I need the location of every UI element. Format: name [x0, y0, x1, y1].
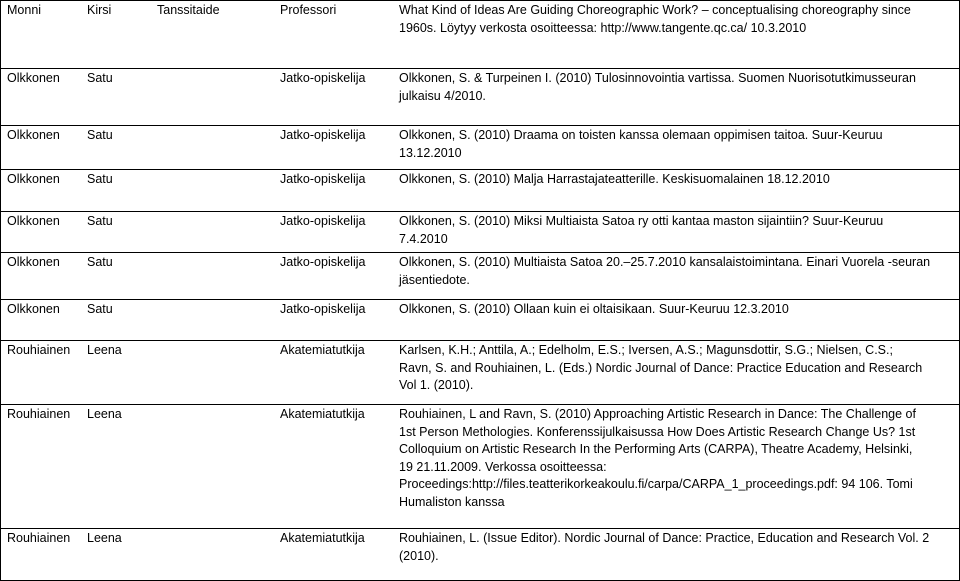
position-cell: Jatko-opiskelija — [280, 128, 366, 142]
firstname-cell: Satu — [87, 255, 113, 269]
publication-reference — [399, 301, 789, 319]
publication-reference — [399, 171, 830, 189]
reference-line: jäsentiedote. — [399, 272, 470, 287]
reference-line: 19 21.11.2009. Verkossa osoitteessa: — [399, 459, 607, 474]
row-divider — [0, 252, 960, 253]
publication-reference — [399, 342, 922, 395]
row-divider — [0, 340, 960, 341]
row-divider — [0, 404, 960, 405]
row-divider — [0, 169, 960, 170]
reference-line: 1st Person Methologies. Konferenssijulkaisussa How Does Artistic Research Change Us? 1st — [399, 424, 916, 439]
publication-reference — [399, 406, 916, 512]
reference-line: Olkkonen, S. (2010) Miksi Multiaista Satoa ry otti kantaa maston sijaintiin? Suur-Keuruu — [399, 214, 884, 228]
firstname-cell: Kirsi — [87, 3, 112, 17]
firstname-cell: Satu — [87, 172, 113, 186]
row-divider — [0, 125, 960, 126]
position-cell: Jatko-opiskelija — [280, 172, 366, 186]
department-cell: Tanssitaide — [157, 3, 220, 17]
reference-line: Olkkonen, S. & Turpeinen I. (2010) Tulosinnovointia vartissa. Suomen Nuorisotutkimusseuran — [399, 71, 916, 85]
reference-line: Vol 1. (2010). — [399, 378, 474, 393]
reference-line: Rouhiainen, L and Ravn, S. (2010) Approaching Artistic Research in Dance: The Challenge of — [399, 407, 916, 421]
reference-line: Rouhiainen, L. (Issue Editor). Nordic Journal of Dance: Practice, Education and Research Vol. 2 — [399, 531, 930, 545]
firstname-cell: Satu — [87, 214, 113, 228]
firstname-cell: Leena — [87, 531, 122, 545]
position-cell: Akatemiatutkija — [280, 531, 365, 545]
firstname-cell: Satu — [87, 128, 113, 142]
position-cell: Jatko-opiskelija — [280, 255, 366, 269]
surname-cell: Rouhiainen — [7, 531, 71, 545]
reference-line: Olkkonen, S. (2010) Multiaista Satoa 20.–25.7.2010 kansalaistoimintana. Einari Vuorela -seuran — [399, 255, 931, 269]
row-divider — [0, 211, 960, 212]
reference-line: Proceedings:http://files.teatterikorkeakoulu.fi/carpa/CARPA_1_proceedings.pdf: 94 106. Tomi — [399, 477, 913, 492]
reference-line: Olkkonen, S. (2010) Malja Harrastajateatterille. Keskisuomalainen 18.12.2010 — [399, 172, 830, 186]
reference-line: Humaliston kanssa — [399, 494, 505, 509]
firstname-cell: Leena — [87, 407, 122, 421]
reference-line: 13.12.2010 — [399, 145, 462, 160]
position-cell: Jatko-opiskelija — [280, 302, 366, 316]
publication-reference — [399, 127, 883, 162]
position-cell: Jatko-opiskelija — [280, 71, 366, 85]
reference-line: What Kind of Ideas Are Guiding Choreographic Work? – conceptualising choreography since — [399, 3, 911, 17]
reference-line: Ravn, S. and Rouhiainen, L. (Eds.) Nordic Journal of Dance: Practice Education and Research — [399, 360, 923, 375]
firstname-cell: Leena — [87, 343, 122, 357]
publication-reference — [399, 70, 916, 105]
surname-cell: Olkkonen — [7, 172, 60, 186]
row-divider — [0, 299, 960, 300]
row-divider — [0, 0, 960, 1]
position-cell: Akatemiatutkija — [280, 343, 365, 357]
position-cell: Akatemiatutkija — [280, 407, 365, 421]
surname-cell: Olkkonen — [7, 255, 60, 269]
surname-cell: Rouhiainen — [7, 343, 71, 357]
surname-cell: Olkkonen — [7, 302, 60, 316]
surname-cell: Olkkonen — [7, 128, 60, 142]
reference-line: Karlsen, K.H.; Anttila, A.; Edelholm, E.S.; Iversen, A.S.; Magunsdottir, S.G.; Nielsen, C.S.; — [399, 343, 893, 357]
position-cell: Professori — [280, 3, 337, 17]
reference-line: (2010). — [399, 548, 439, 563]
reference-line: julkaisu 4/2010. — [399, 88, 486, 103]
reference-line: Olkkonen, S. (2010) Ollaan kuin ei oltaisikaan. Suur-Keuruu 12.3.2010 — [399, 302, 789, 316]
publication-reference — [399, 2, 911, 37]
surname-cell: Olkkonen — [7, 214, 60, 228]
row-divider — [0, 68, 960, 69]
position-cell: Jatko-opiskelija — [280, 214, 366, 228]
reference-line: 7.4.2010 — [399, 231, 448, 246]
firstname-cell: Satu — [87, 302, 113, 316]
surname-cell: Monni — [7, 3, 42, 17]
row-divider — [0, 528, 960, 529]
reference-line: 1960s. Löytyy verkosta osoitteessa: http://www.tangente.qc.ca/ 10.3.2010 — [399, 20, 807, 35]
reference-line: Colloquium on Artistic Research In the Performing Arts (CARPA), Theatre Academy, Helsinki, — [399, 442, 913, 457]
publication-reference — [399, 254, 930, 289]
firstname-cell: Satu — [87, 71, 113, 85]
surname-cell: Olkkonen — [7, 71, 60, 85]
surname-cell: Rouhiainen — [7, 407, 71, 421]
publication-reference — [399, 530, 929, 565]
publication-reference — [399, 213, 883, 248]
table-border-left — [0, 0, 1, 581]
reference-line: Olkkonen, S. (2010) Draama on toisten kanssa olemaan oppimisen taitoa. Suur-Keuruu — [399, 128, 883, 142]
